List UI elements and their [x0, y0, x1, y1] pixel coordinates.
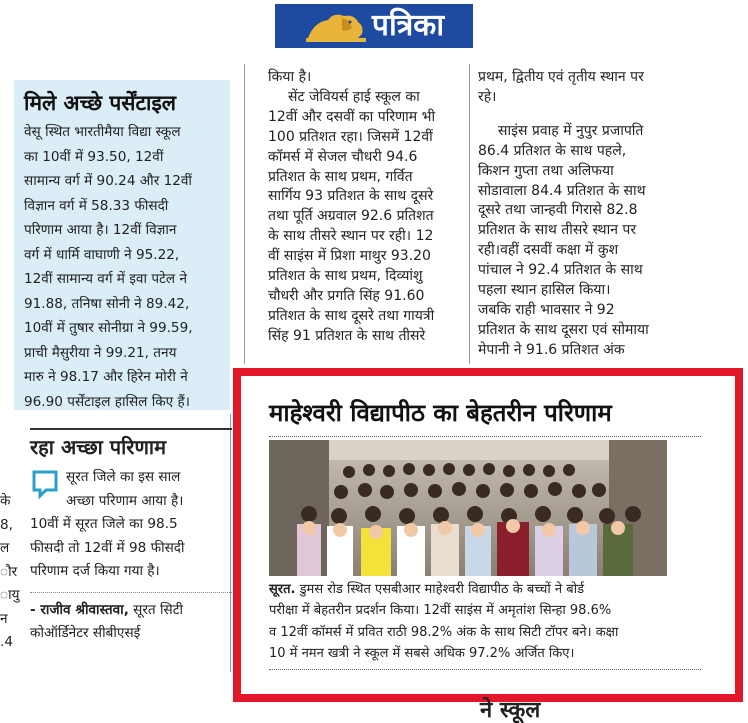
featured-heading: माहेश्वरी विद्यापीठ का बेहतरीन परिणाम [269, 399, 612, 427]
text-line: सामान्य वर्ग में 90.24 और 12वीं [24, 173, 192, 189]
percentile-text [24, 120, 224, 414]
column-b [478, 68, 668, 361]
edge-fragment: न [0, 610, 8, 627]
text-line: किया है। [268, 69, 312, 85]
group-photo-image [269, 440, 667, 576]
edge-fragment: ल [0, 540, 10, 556]
edge-fragments [0, 490, 20, 655]
masthead [275, 4, 473, 48]
text-line: मेपानी ने 91.6 प्रतिशत अंक [478, 341, 625, 358]
edge-fragment: 8, [0, 516, 13, 533]
divider [269, 436, 701, 437]
text-line: का 10वीं में 93.50, 12वीं [24, 148, 164, 165]
caption-dateline: सूरत. [269, 582, 296, 597]
text-line: प्रतिशत के साथ तीसरे स्थान पर [478, 222, 637, 239]
text-line: सिंह 91 प्रतिशत के साथ तीसरे [268, 327, 426, 344]
text-line: साइंस प्रवाह में नुपुर प्रजापति [498, 122, 644, 139]
result-section [30, 428, 232, 645]
text-line: कॉमर्स में सेजल चौधरी 94.6 [268, 148, 418, 165]
text-line: 100 प्रतिशत रहा। जिसमें 12वीं [268, 128, 433, 145]
text-line: सूरत जिले का इस साल [66, 469, 181, 485]
text-line: तथा पूर्ति अग्रवाल 92.6 प्रतिशत [268, 208, 434, 225]
masthead-title: पत्रिका [371, 8, 445, 43]
next-headline-partial: ने स्कूल [480, 698, 541, 723]
percentile-box [14, 80, 230, 410]
text-line: मारु ने 98.17 और हिरेन मोरी ने [24, 369, 188, 385]
percentile-heading: मिले अच्छे पर्सेंटाइल [24, 91, 177, 115]
text-line: प्रतिशत के साथ प्रथम, दिव्यांशु [268, 268, 423, 285]
divider [269, 669, 701, 670]
group-photo [269, 440, 667, 576]
text-line: अच्छा परिणाम आया है। [66, 492, 184, 509]
text-line: 12वीं सामान्य वर्ग में इवा पटेल ने [24, 271, 187, 287]
text-line: प्रथम, द्वितीय एवं तृतीय स्थान पर [478, 69, 644, 85]
text-line: वर्ग में धार्मि वाघाणी ने 95.22, [24, 246, 180, 263]
text-line: 10वीं में तुषार सोनीग्रा ने 99.59, [24, 320, 193, 336]
text-line: रहे। [478, 88, 497, 105]
text-line: पहला स्थान हासिल किया। [478, 282, 611, 299]
signature [30, 592, 232, 645]
featured-story-frame [233, 368, 743, 702]
text-line: चौधरी और प्रगति सिंह 91.60 [268, 287, 425, 304]
edge-fragment: ायु [0, 587, 20, 603]
edge-fragment: के [0, 493, 11, 509]
text-line: 12वीं और दसवीं का परिणाम भी [268, 108, 436, 125]
text-line: 10वीं में सूरत जिले का 98.5 [30, 516, 178, 532]
text-line [478, 108, 668, 122]
column-divider [469, 64, 470, 364]
text-line: 91.88, तनिषा सोनी ने 89.42, [24, 295, 190, 312]
text-line: व 12वीं कॉमर्स में प्रवित राठी 98.2% अंक के साथ सिटी टॉपर बने। कक्षा [269, 624, 619, 640]
featured-caption [269, 579, 671, 665]
text-line: दूसरे तथा जान्हवी गिरासे 82.8 [478, 202, 638, 219]
text-line: 86.4 प्रतिशत के साथ पहले, [478, 142, 627, 159]
edge-fragment: .4 [0, 634, 13, 650]
text-line: वीं साइंस में प्रिशा माथुर 93.20 [268, 248, 431, 265]
text-line: डुमस रोड स्थित एसबीआर माहेश्वरी विद्यापीठ के बच्चों ने बोर्ड [295, 582, 585, 597]
text-line: परीक्षा में बेहतरीन प्रदर्शन किया। 12वीं साइंस में अमृतांश सिन्हा 98.6% [269, 603, 612, 619]
text-line: वेसू स्थित भारतीमैया विद्या स्कूल [24, 124, 181, 140]
text-line: रही।वहीं दसवीं कक्षा में कुश [478, 242, 619, 259]
text-line: प्रतिशत के साथ प्रथम, गर्वित [268, 168, 413, 185]
text-line: 96.90 पर्सेंटाइल हासिल किए हैं। [24, 393, 190, 410]
text-line: परिणाम दर्ज किया गया है। [30, 563, 160, 579]
text-line: प्राची मैसुरीया ने 99.21, तनय [24, 344, 177, 361]
text-line: पांचाल ने 92.4 प्रतिशत के साथ [478, 262, 643, 279]
text-line: विज्ञान वर्ग में 58.33 फीसदी [24, 197, 169, 214]
text-line: सेंट जेवियर्स हाई स्कूल का [288, 88, 420, 105]
text-line: सार्गिय 93 प्रतिशत के साथ दूसरे [268, 188, 434, 205]
text-line: प्रतिशत के साथ दूसरे तथा गायत्री [268, 307, 435, 324]
text-line: किशन गुप्ता तथा अलिफया [478, 162, 614, 179]
column-divider [244, 64, 245, 364]
text-line: 10 में नमन खत्री ने स्कूल में सबसे अधिक 97.2% अर्जित किए। [269, 646, 575, 662]
speech-quote-icon [32, 470, 58, 498]
text-line: परिणाम आया है। 12वीं विज्ञान [24, 222, 177, 238]
signature-title: कोऑर्डिनेटर सीबीएसई [30, 624, 141, 641]
column-a [268, 68, 461, 347]
signature-role: सूरत सिटी [128, 601, 184, 618]
result-heading: रहा अच्छा परिणाम [30, 428, 232, 460]
edge-fragment: ौर [0, 563, 18, 580]
text-line: के साथ तीसरे स्थान पर रही। 12 [268, 228, 434, 245]
text-line: प्रतिशत के साथ दूसरा एवं सोमाया [478, 321, 649, 338]
text-line: फीसदी तो 12वीं में 98 फीसदी [30, 539, 185, 556]
text-line: जबकि राही भावसार ने 92 [478, 301, 615, 318]
lion-emblem-icon [304, 8, 368, 44]
signature-name: - राजीव श्रीवास्तवा, [30, 601, 129, 618]
result-text [30, 466, 232, 584]
text-line: सोडावाला 84.4 प्रतिशत के साथ [478, 182, 646, 199]
